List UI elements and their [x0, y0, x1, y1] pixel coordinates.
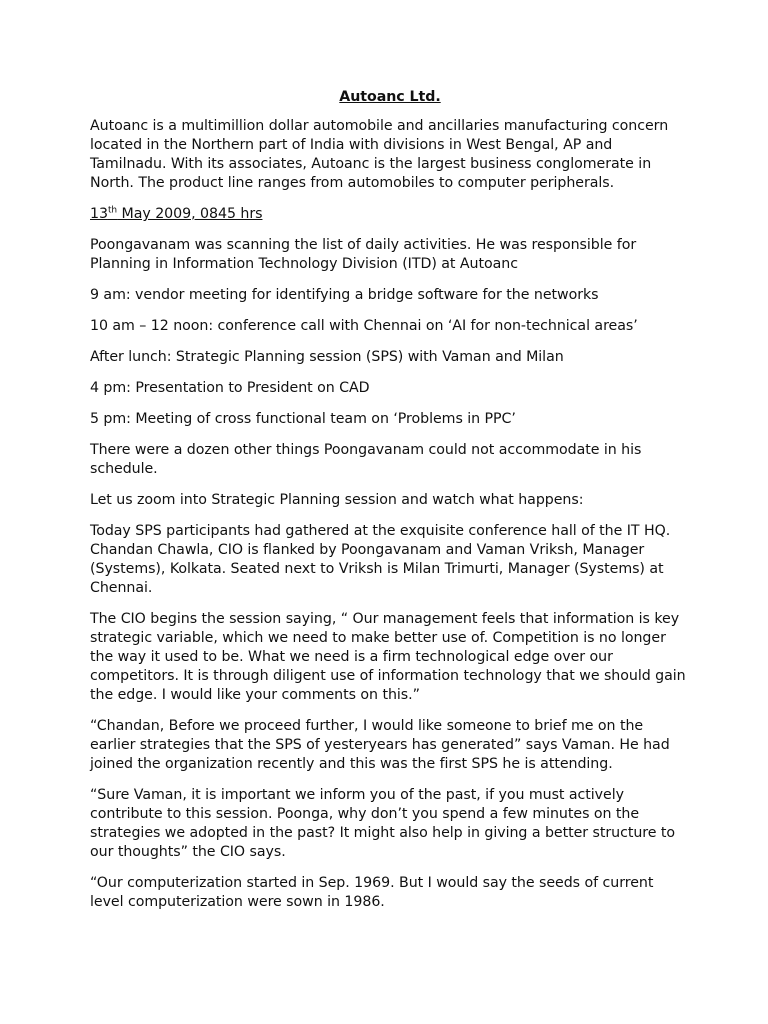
paragraph: There were a dozen other things Poongavanam could not accommodate in his schedule. [90, 442, 642, 477]
schedule-item: 9 am: vendor meeting for identifying a bridge software for the networks [90, 287, 599, 303]
date-suffix: th [107, 205, 118, 216]
document-title: Autoanc Ltd. [339, 89, 441, 105]
paragraph: Poongavanam was scanning the list of daily activities. He was responsible for Planning in Information Technology Division (ITD) at Autoanc [90, 237, 637, 272]
date-day: 13 [90, 206, 108, 222]
paragraph: “Chandan, Before we proceed further, I would like someone to brief me on the earlier strategies that the SPS of yesteryears has generated” says Vaman. He had joined the organization recently and this was the first SPS he is attending. [90, 718, 670, 772]
intro-paragraph: Autoanc is a multimillion dollar automobile and ancillaries manufacturing concern located in the Northern part of India with divisions in West Bengal, AP and Tamilnadu. With its associates, Autoanc is the largest business conglomerate in North. The product line ranges from automobiles to computer peripherals. [90, 118, 669, 191]
schedule-item: 10 am – 12 noon: conference call with Chennai on ‘AI for non-technical areas’ [90, 318, 638, 334]
date-rest: May 2009, 0845 hrs [117, 206, 263, 222]
paragraph: “Our computerization started in Sep. 1969. But I would say the seeds of current level computerization were sown in 1986. [90, 875, 654, 910]
paragraph: “Sure Vaman, it is important we inform you of the past, if you must actively contribute to this session. Poonga, why don’t you spend a few minutes on the strategies we adopted in the past? It might also help in giving a better structure to our thoughts” the CIO says. [90, 787, 676, 860]
schedule-item: 4 pm: Presentation to President on CAD [90, 380, 370, 396]
paragraph: The CIO begins the session saying, “ Our management feels that information is key strategic variable, which we need to make better use of. Competition is no longer the way it used to be. What we need is a firm technological edge over our competitors. It is through diligent use of information technology that we should gain the edge. I would like your comments on this.” [90, 611, 686, 703]
paragraph: Today SPS participants had gathered at the exquisite conference hall of the IT HQ. Chandan Chawla, CIO is flanked by Poongavanam and Vaman Vriksh, Manager (Systems), Kolkata. Seated next to Vriksh is Milan Trimurti, Manager (Systems) at Chennai. [90, 523, 671, 596]
schedule-item: 5 pm: Meeting of cross functional team on ‘Problems in PPC’ [90, 411, 516, 427]
date-heading [90, 205, 690, 224]
schedule-item: After lunch: Strategic Planning session (SPS) with Vaman and Milan [90, 349, 564, 365]
paragraph: Let us zoom into Strategic Planning session and watch what happens: [90, 492, 584, 508]
document-body [90, 88, 690, 924]
